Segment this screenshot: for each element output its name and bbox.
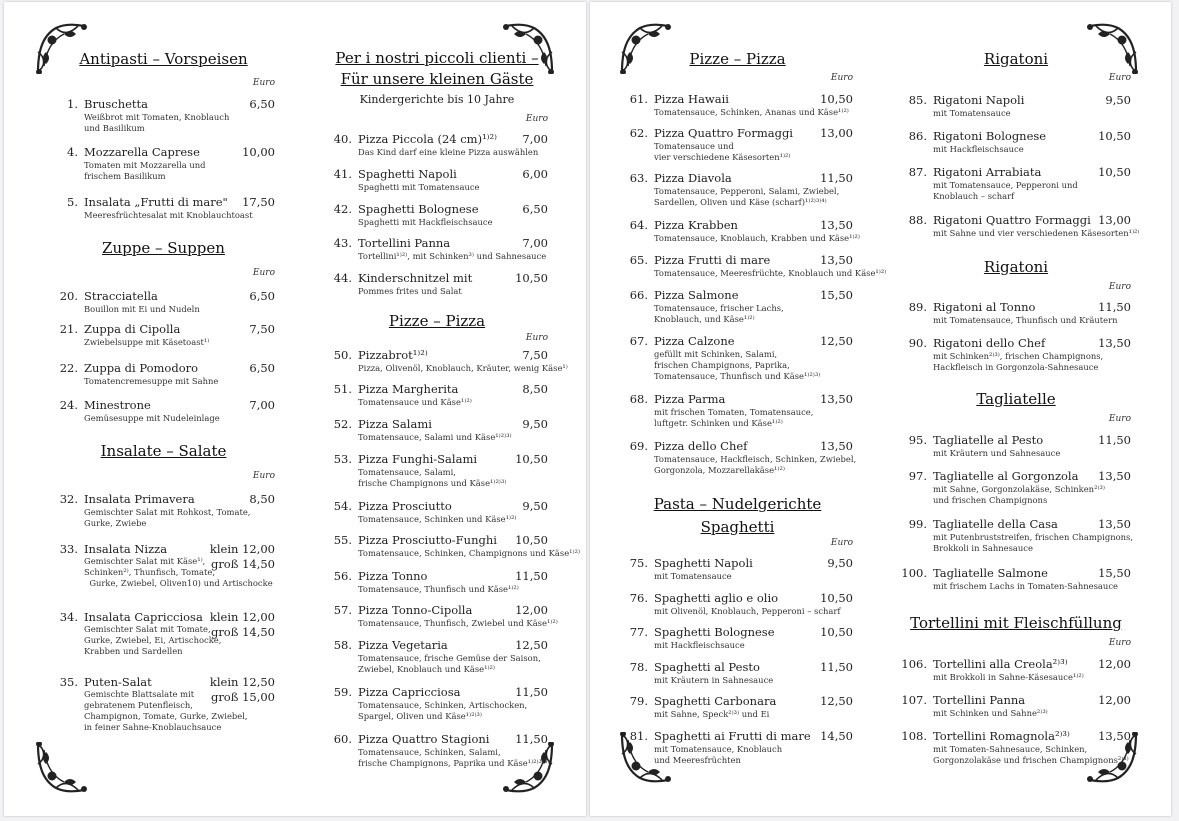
currency-label: Euro xyxy=(1108,73,1131,83)
item-price: 8,50 xyxy=(249,492,275,506)
menu-page-right xyxy=(590,2,1171,816)
item-price: 11,50 xyxy=(1098,300,1131,314)
item-number: 65. xyxy=(629,253,648,267)
item-name: Spaghetti Napoli xyxy=(654,556,753,570)
item-number: 97. xyxy=(908,469,927,483)
item-number: 76. xyxy=(629,591,648,605)
item-price: 13,50 xyxy=(820,392,853,406)
item-name: Spaghetti al Pesto xyxy=(654,660,760,674)
item-price: 15,50 xyxy=(1098,566,1131,580)
item-name: Tortellini Romagnola²⁾³⁾ xyxy=(933,729,1070,743)
item-price: 13,00 xyxy=(820,126,853,140)
item-name: Bruschetta xyxy=(84,97,149,111)
section-title-line2: Spaghetti xyxy=(700,518,775,536)
section-title: Pizze – Pizza xyxy=(388,312,486,330)
item-description: mit Kräutern und Sahnesauce xyxy=(933,448,1061,458)
item-number: 41. xyxy=(333,167,352,181)
section-title: Pasta – Nudelgerichte xyxy=(653,495,822,513)
item-description: Tomatensauce, Pepperoni, Salami, Zwiebel, Sardellen, Oliven und Käse (scharf)¹⁾²⁾³⁾⁴⁾ xyxy=(654,186,840,207)
item-price: 11,50 xyxy=(820,171,853,185)
item-price: 9,50 xyxy=(522,499,548,513)
item-number: 20. xyxy=(59,289,78,303)
item-description: Gemischter Salat mit Rohkost, Tomate, Gurke, Zwiebe xyxy=(84,507,251,528)
item-number: 42. xyxy=(333,202,352,216)
currency-label: Euro xyxy=(252,268,275,278)
item-price: 13,50 xyxy=(820,218,853,232)
item-price: 12,00 xyxy=(515,603,548,617)
item-price: klein 12,00 groß 14,50 xyxy=(209,542,275,571)
item-name: Tagliatelle al Pesto xyxy=(933,433,1044,447)
item-name: Spaghetti Napoli xyxy=(358,167,457,181)
section-title: Pizze – Pizza xyxy=(689,50,786,68)
item-description: mit Schinken und Sahne²⁾³⁾ xyxy=(933,708,1048,718)
item-name: Spaghetti aglio e olio xyxy=(654,591,779,605)
item-number: 54. xyxy=(333,499,352,513)
item-name: Pizza Margherita xyxy=(358,382,459,396)
item-number: 24. xyxy=(59,398,78,412)
item-price: 7,50 xyxy=(522,348,548,362)
section-title: Rigatoni xyxy=(983,50,1049,68)
menu-page-left xyxy=(4,2,586,816)
item-description: Tomaten mit Mozzarella und frischem Basilikum xyxy=(84,160,206,181)
item-description: Pizza, Olivenöl, Knoblauch, Kräuter, wenig Käse¹⁾ xyxy=(358,363,568,373)
item-name: Insalata Primavera xyxy=(84,492,195,506)
item-number: 61. xyxy=(629,92,648,106)
item-price: 6,50 xyxy=(522,202,548,216)
item-price: 10,50 xyxy=(515,271,548,285)
item-name: Pizza Salami xyxy=(358,417,432,431)
menu-column-1 xyxy=(52,2,275,816)
item-number: 40. xyxy=(333,132,352,146)
item-number: 50. xyxy=(333,348,352,362)
item-description: mit Tomatensauce, Pepperoni und Knoblauch – scharf xyxy=(933,180,1078,201)
item-name: Spaghetti Bolognese xyxy=(654,625,775,639)
section-subtitle: Kindergerichte bis 10 Jahre xyxy=(359,93,515,106)
currency-label: Euro xyxy=(525,114,548,124)
item-price: 6,50 xyxy=(249,361,275,375)
item-price: klein 12,00 groß 14,50 xyxy=(209,610,275,639)
item-name: Zuppa di Pomodoro xyxy=(84,361,199,375)
item-price: klein 12,50 groß 15,00 xyxy=(209,675,275,704)
item-number: 78. xyxy=(629,660,648,674)
item-description: gefüllt mit Schinken, Salami, frischen Champignons, Paprika, Tomatensauce, Thunfisch und Käse¹⁾²⁾³⁾ xyxy=(654,349,821,381)
menu-column-4 xyxy=(901,2,1140,816)
item-number: 51. xyxy=(333,382,352,396)
currency-label: Euro xyxy=(1108,414,1131,424)
item-price: 6,50 xyxy=(249,289,275,303)
item-description: Tomatensauce, Thunfisch und Käse¹⁾²⁾ xyxy=(358,584,519,594)
section-title-line2: Für unsere kleinen Gäste xyxy=(340,70,534,88)
item-description: Tomatensauce, Salami, frische Champignons und Käse¹⁾²⁾³⁾ xyxy=(358,467,507,488)
item-price: 12,50 xyxy=(515,638,548,652)
item-description: Spaghetti mit Hackfleischsauce xyxy=(358,217,493,227)
item-description: Bouillon mit Ei und Nudeln xyxy=(84,304,200,314)
item-price: 12,00 xyxy=(1098,693,1131,707)
item-description: Tomatensauce, Meeresfrüchte, Knoblauch und Käse¹⁾²⁾ xyxy=(654,268,887,278)
item-name: Pizzabrot¹⁾²⁾ xyxy=(358,348,428,362)
item-number: 108. xyxy=(901,729,927,743)
item-description: Weißbrot mit Tomaten, Knoblauch und Basilikum xyxy=(84,112,230,133)
item-description: mit Olivenöl, Knoblauch, Pepperoni – scharf xyxy=(654,606,841,616)
item-price: 13,00 xyxy=(1098,213,1131,227)
item-name: Pizza Salmone xyxy=(654,288,739,302)
item-number: 57. xyxy=(333,603,352,617)
item-description: Tomatensauce, Salami und Käse¹⁾²⁾³⁾ xyxy=(358,432,512,442)
item-description: mit Tomatensauce xyxy=(654,571,732,581)
item-number: 44. xyxy=(333,271,352,285)
item-number: 5. xyxy=(67,195,78,209)
item-price: 13,50 xyxy=(820,439,853,453)
item-description: mit Tomatensauce xyxy=(933,108,1011,118)
item-description: Das Kind darf eine kleine Pizza auswählen xyxy=(358,147,539,157)
section-title: Rigatoni xyxy=(983,258,1049,276)
item-description: mit Brokkoli in Sahne-Käsesauce¹⁾²⁾ xyxy=(933,672,1084,682)
item-description: Tomatensauce, Schinken, Salami, frische Champignons, Paprika und Käse¹⁾²⁾³⁾⁴⁾ xyxy=(358,747,550,768)
item-description: mit Putenbruststreifen, frischen Champignons, Brokkoli in Sahnesauce xyxy=(933,532,1133,553)
item-number: 75. xyxy=(629,556,648,570)
item-number: 56. xyxy=(333,569,352,583)
item-number: 64. xyxy=(629,218,648,232)
item-number: 95. xyxy=(908,433,927,447)
item-name: Pizza Prosciutto xyxy=(358,499,452,513)
item-name: Pizza Vegetaria xyxy=(358,638,448,652)
item-price: 13,50 xyxy=(1098,729,1131,743)
item-description: mit Sahne, Speck²⁾³⁾ und Ei xyxy=(654,709,770,719)
item-number: 62. xyxy=(629,126,648,140)
currency-label: Euro xyxy=(1108,282,1131,292)
item-number: 81. xyxy=(629,729,648,743)
item-price: 13,50 xyxy=(1098,517,1131,531)
item-price: 13,50 xyxy=(1098,336,1131,350)
item-description: Tomatensauce, Schinken, Artischocken, Spargel, Oliven und Käse¹⁾²⁾³⁾ xyxy=(358,700,528,721)
item-name: Pizza Krabben xyxy=(654,218,738,232)
item-description: Gemischte Blattsalate mit gebratenem Putenfleisch, Champignon, Tomate, Gurke, Zwiebel, in feiner Sahne-Knoblauchsauce xyxy=(84,689,248,732)
item-price: 11,50 xyxy=(1098,433,1131,447)
item-price: 10,00 xyxy=(242,145,275,159)
item-name: Rigatoni Bolognese xyxy=(933,129,1047,143)
item-description: Tomatensauce, Schinken, Champignons und Käse¹⁾²⁾ xyxy=(358,548,580,558)
item-description: Tomatensauce, frische Gemüse der Saison, Zwiebel, Knoblauch und Käse¹⁾²⁾ xyxy=(358,653,541,674)
item-name: Stracciatella xyxy=(84,289,158,303)
item-number: 107. xyxy=(901,693,927,707)
item-description: Tomatensauce, frischer Lachs, Knoblauch, und Käse¹⁾²⁾ xyxy=(654,303,784,324)
item-number: 85. xyxy=(908,93,927,107)
item-number: 60. xyxy=(333,732,352,746)
section-title: Tagliatelle xyxy=(976,390,1056,408)
item-name: Pizza Parma xyxy=(654,392,726,406)
item-number: 79. xyxy=(629,694,648,708)
item-description: mit Hackfleischsauce xyxy=(933,144,1024,154)
item-number: 77. xyxy=(629,625,648,639)
item-price: 11,50 xyxy=(515,569,548,583)
section-title: Per i nostri piccoli clienti – xyxy=(335,49,539,67)
currency-label: Euro xyxy=(830,538,853,548)
item-number: 35. xyxy=(59,675,78,689)
item-name: Kinderschnitzel mit xyxy=(358,271,473,285)
item-description: Meeresfrüchtesalat mit Knoblauchtoast xyxy=(84,210,253,220)
item-name: Rigatoni dello Chef xyxy=(933,336,1046,350)
menu-column-2 xyxy=(326,2,580,816)
item-description: mit Tomatensauce, Knoblauch und Meeresfrüchten xyxy=(654,744,783,765)
section-title: Antipasti – Vorspeisen xyxy=(79,50,248,68)
item-name: Pizza Calzone xyxy=(654,334,735,348)
item-description: Tomatensauce, Thunfisch, Zwiebel und Käse¹⁾²⁾ xyxy=(358,618,558,628)
item-description: Tomatencremesuppe mit Sahne xyxy=(84,376,219,386)
item-name: Tortellini Panna xyxy=(933,693,1026,707)
item-name: Tortellini Panna xyxy=(358,236,451,250)
item-number: 1. xyxy=(67,97,78,111)
item-name: Pizza Hawaii xyxy=(654,92,729,106)
item-description: Pommes frites und Salat xyxy=(358,286,462,296)
item-price: 7,00 xyxy=(249,398,275,412)
item-price: 10,50 xyxy=(820,591,853,605)
item-description: Gemüsesuppe mit Nudeleinlage xyxy=(84,413,220,423)
item-price: 10,50 xyxy=(515,452,548,466)
item-number: 34. xyxy=(59,610,78,624)
item-number: 68. xyxy=(629,392,648,406)
item-name: Pizza Tonno-Cipolla xyxy=(358,603,473,617)
item-number: 67. xyxy=(629,334,648,348)
item-price: 15,50 xyxy=(820,288,853,302)
item-description: Zwiebelsuppe mit Käsetoast¹⁾ xyxy=(84,337,210,347)
item-number: 66. xyxy=(629,288,648,302)
item-name: Tagliatelle della Casa xyxy=(933,517,1058,531)
item-name: Pizza Piccola (24 cm)¹⁾²⁾ xyxy=(358,132,497,146)
item-name: Tagliatelle al Gorgonzola xyxy=(933,469,1079,483)
item-price: 11,50 xyxy=(820,660,853,674)
item-number: 86. xyxy=(908,129,927,143)
item-description: Tomatensauce, Hackfleisch, Schinken, Zwiebel, Gorgonzola, Mozzarellakäse¹⁾²⁾ xyxy=(654,454,857,475)
currency-label: Euro xyxy=(830,73,853,83)
item-price: 11,50 xyxy=(515,732,548,746)
item-description: Tomatensauce, Schinken und Käse¹⁾²⁾ xyxy=(358,514,517,524)
item-description: mit Sahne und vier verschiedenen Käsesorten¹⁾²⁾ xyxy=(933,228,1140,238)
item-price: 7,50 xyxy=(249,322,275,336)
item-number: 69. xyxy=(629,439,648,453)
item-price: 12,50 xyxy=(820,694,853,708)
item-number: 4. xyxy=(67,145,78,159)
item-name: Pizza Tonno xyxy=(358,569,428,583)
item-name: Rigatoni Quattro Formaggi xyxy=(933,213,1091,227)
item-name: Tortellini alla Creola²⁾³⁾ xyxy=(933,657,1068,671)
item-number: 99. xyxy=(908,517,927,531)
item-name: Minestrone xyxy=(84,398,151,412)
section-title: Zuppe – Suppen xyxy=(102,239,225,257)
item-description: mit Tomatensauce, Thunfisch und Kräutern xyxy=(933,315,1118,325)
item-price: 12,00 xyxy=(1098,657,1131,671)
item-name: Pizza dello Chef xyxy=(654,439,748,453)
item-description: Tomatensauce, Schinken, Ananas und Käse¹⁾²⁾ xyxy=(654,107,849,117)
item-description: Tomatensauce und vier verschiedene Käsesorten¹⁾²⁾ xyxy=(654,141,791,162)
section-title: Insalate – Salate xyxy=(100,442,227,460)
item-name: Zuppa di Cipolla xyxy=(84,322,181,336)
item-name: Insalata Capricciosa xyxy=(84,610,203,624)
item-name: Spaghetti Carbonara xyxy=(654,694,777,708)
item-description: Tomatensauce, Knoblauch, Krabben und Käse¹⁾²⁾ xyxy=(654,233,860,243)
item-name: Rigatoni Arrabiata xyxy=(933,165,1042,179)
item-description: Tomatensauce und Käse¹⁾²⁾ xyxy=(358,397,472,407)
item-number: 90. xyxy=(908,336,927,350)
item-name: Pizza Frutti di mare xyxy=(654,253,771,267)
item-number: 52. xyxy=(333,417,352,431)
item-price: 11,50 xyxy=(515,685,548,699)
item-price: 14,50 xyxy=(820,729,853,743)
item-description: Gemischter Salat mit Tomate, Gurke, Zwiebel, Ei, Artischocke, Krabben und Sardellen xyxy=(84,624,222,656)
item-price: 10,50 xyxy=(515,533,548,547)
item-name: Rigatoni al Tonno xyxy=(933,300,1036,314)
item-number: 89. xyxy=(908,300,927,314)
item-name: Pizza Prosciutto-Funghi xyxy=(358,533,497,547)
item-description: mit Schinken²⁾³⁾, frischen Champignons, Hackfleisch in Gorgonzola-Sahnesauce xyxy=(933,351,1104,372)
item-price: 6,50 xyxy=(249,97,275,111)
item-number: 58. xyxy=(333,638,352,652)
item-price: 10,50 xyxy=(820,625,853,639)
item-name: Pizza Capricciosa xyxy=(358,685,461,699)
item-description: Tortellini¹⁾²⁾, mit Schinken³⁾ und Sahnesauce xyxy=(358,251,547,261)
item-name: Pizza Quattro Formaggi xyxy=(654,126,793,140)
item-number: 59. xyxy=(333,685,352,699)
item-name: Pizza Funghi-Salami xyxy=(358,452,478,466)
menu-column-3 xyxy=(622,2,887,816)
item-number: 88. xyxy=(908,213,927,227)
item-price: 13,50 xyxy=(1098,469,1131,483)
item-name: Spaghetti Bolognese xyxy=(358,202,479,216)
item-price: 12,50 xyxy=(820,334,853,348)
item-description: mit frischem Lachs in Tomaten-Sahnesauce xyxy=(933,581,1118,591)
item-number: 22. xyxy=(59,361,78,375)
item-name: Mozzarella Caprese xyxy=(84,145,200,159)
item-name: Insalata Nizza xyxy=(84,542,168,556)
item-price: 13,50 xyxy=(820,253,853,267)
item-price: 9,50 xyxy=(1105,93,1131,107)
item-price: 6,00 xyxy=(522,167,548,181)
item-price: 7,00 xyxy=(522,132,548,146)
currency-label: Euro xyxy=(1108,638,1131,648)
section-title: Tortellini mit Fleischfüllung xyxy=(910,614,1122,632)
currency-label: Euro xyxy=(252,78,275,88)
item-price: 10,50 xyxy=(1098,129,1131,143)
item-name: Pizza Quattro Stagioni xyxy=(358,732,490,746)
item-name: Tagliatelle Salmone xyxy=(933,566,1048,580)
item-number: 87. xyxy=(908,165,927,179)
item-number: 43. xyxy=(333,236,352,250)
item-number: 100. xyxy=(901,566,927,580)
item-price: 7,00 xyxy=(522,236,548,250)
currency-label: Euro xyxy=(252,471,275,481)
item-number: 33. xyxy=(59,542,78,556)
item-price: 9,50 xyxy=(522,417,548,431)
currency-label: Euro xyxy=(525,333,548,343)
item-name: Spaghetti ai Frutti di mare xyxy=(654,729,811,743)
item-number: 53. xyxy=(333,452,352,466)
item-description: mit Tomaten-Sahnesauce, Schinken, Gorgonzolakäse und frischen Champignons²⁾³⁾ xyxy=(933,744,1129,765)
item-description: Gemischter Salat mit Käse¹⁾, Schinken²⁾, Thunfisch, Tomate, Gurke, Zwiebel, Oliven10) und Artischocke xyxy=(84,556,273,588)
item-price: 17,50 xyxy=(242,195,275,209)
item-description: mit Sahne, Gorgonzolakäse, Schinken²⁾³⁾ und frischen Champignons xyxy=(933,484,1105,505)
item-number: 55. xyxy=(333,533,352,547)
item-number: 21. xyxy=(59,322,78,336)
item-price: 8,50 xyxy=(522,382,548,396)
item-number: 63. xyxy=(629,171,648,185)
item-description: mit frischen Tomaten, Tomatensauce, luftgetr. Schinken und Käse¹⁾²⁾ xyxy=(654,407,814,428)
item-name: Pizza Diavola xyxy=(654,171,732,185)
item-price: 10,50 xyxy=(820,92,853,106)
item-price: 10,50 xyxy=(1098,165,1131,179)
item-description: mit Hackfleischsauce xyxy=(654,640,745,650)
item-price: 9,50 xyxy=(827,556,853,570)
item-name: Puten-Salat xyxy=(84,675,152,689)
item-name: Rigatoni Napoli xyxy=(933,93,1025,107)
item-number: 32. xyxy=(59,492,78,506)
item-name: Insalata „Frutti di mare" xyxy=(84,195,228,209)
item-number: 106. xyxy=(901,657,927,671)
item-description: Spaghetti mit Tomatensauce xyxy=(358,182,480,192)
item-description: mit Kräutern in Sahnesauce xyxy=(654,675,774,685)
